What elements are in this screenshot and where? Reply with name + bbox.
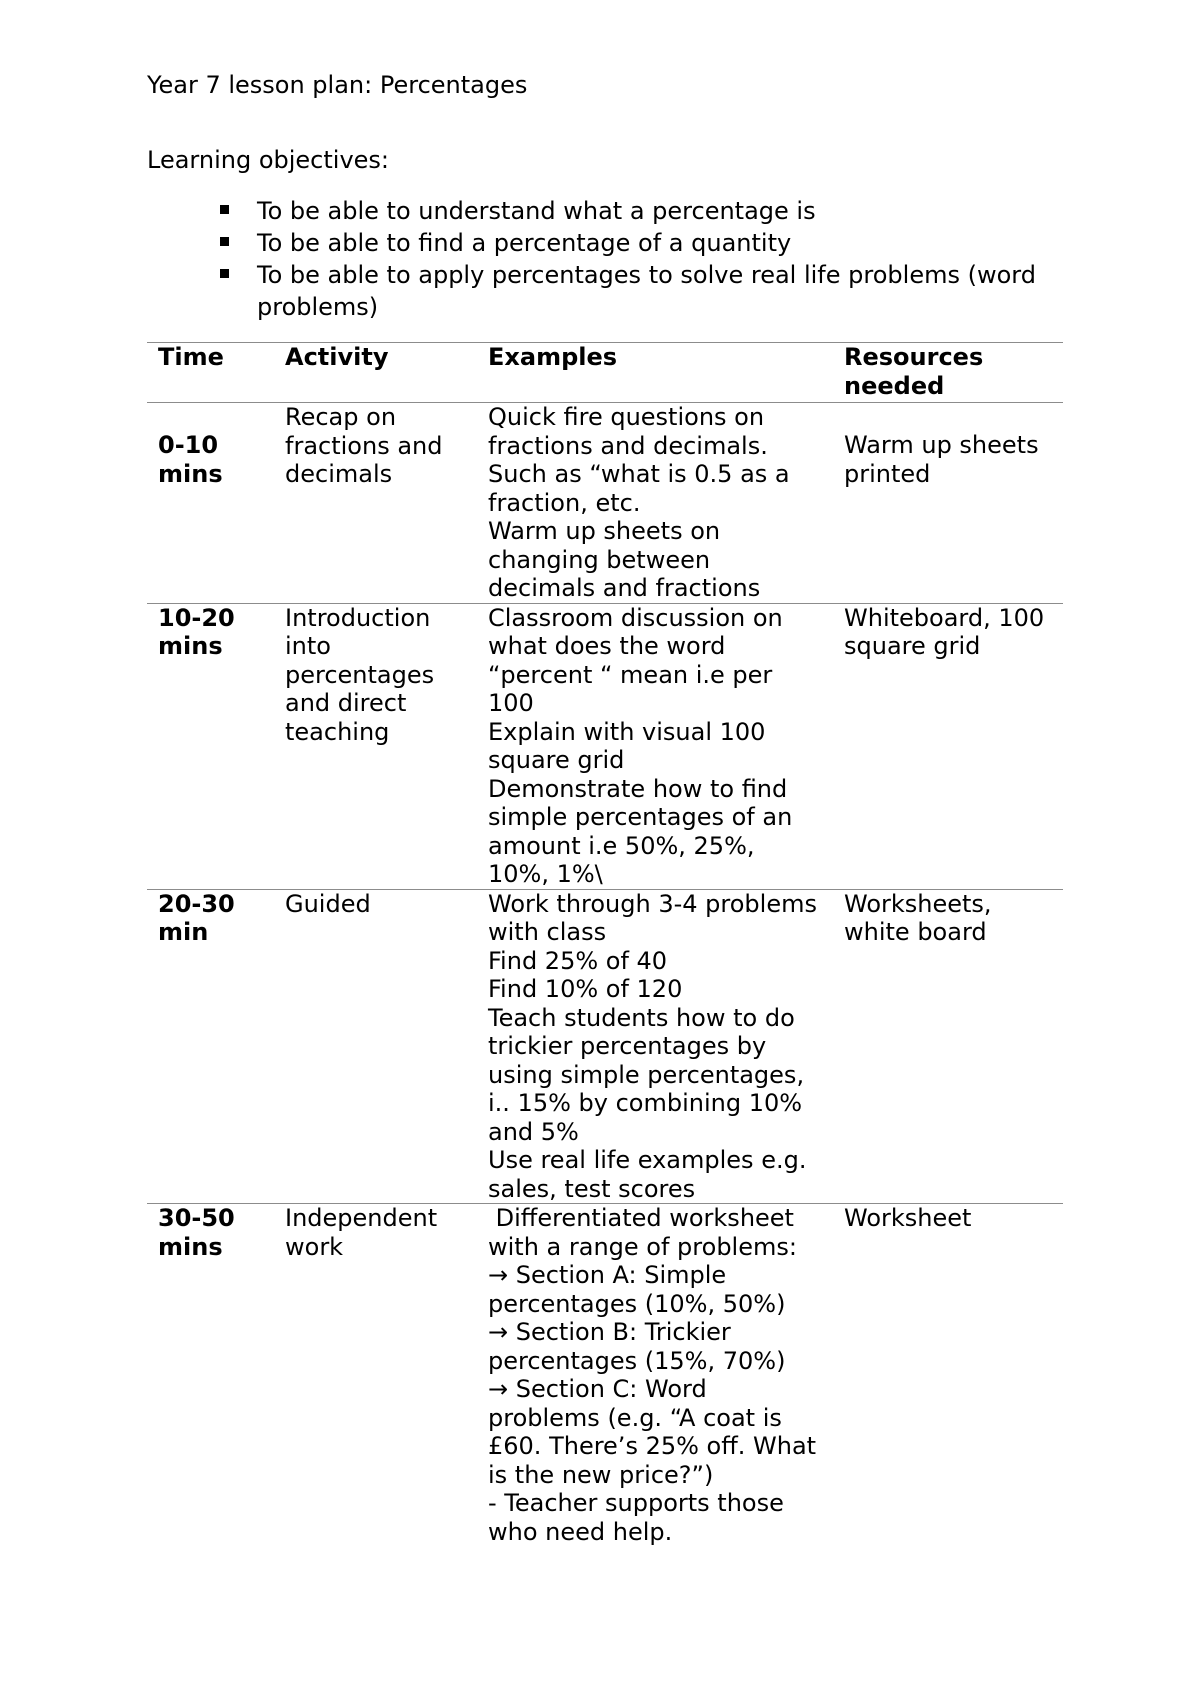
time-cell: 0-10 mins [147, 403, 274, 604]
objective-text: To be able to understand what a percentage is [257, 197, 816, 225]
table-row [147, 889, 1063, 1204]
objectives-list [217, 195, 1067, 323]
resources-cell: Worksheets, white board [833, 889, 1063, 1204]
example-line: Warm up sheets on changing between decimals and fractions [488, 517, 761, 602]
objective-item [217, 195, 1067, 227]
example-line: → Section B: Trickier percentages (15%, 70%) [488, 1318, 786, 1375]
objective-item [217, 227, 1067, 259]
header-resources: Resources needed [833, 343, 1063, 403]
document-title: Year 7 lesson plan: Percentages [147, 71, 528, 99]
header-examples: Examples [477, 343, 833, 403]
table-row [147, 1204, 1063, 1547]
example-line: Differentiated worksheet with a range of problems: [488, 1204, 802, 1261]
objective-text: To be able to find a percentage of a quantity [257, 229, 792, 257]
square-bullet-icon [220, 237, 229, 246]
table-header-row [147, 343, 1063, 403]
example-line: Explain with visual 100 square grid [488, 717, 774, 774]
table-row [147, 603, 1063, 889]
table-row [147, 403, 1063, 604]
example-line: → Section A: Simple percentages (10%, 50%) [488, 1261, 786, 1318]
objective-text: To be able to apply percentages to solve real life problems (word problems) [257, 261, 1036, 321]
activity-cell: Introduction into percentages and direct teaching [274, 603, 477, 889]
time-cell: 10-20 mins [147, 603, 274, 889]
header-activity: Activity [274, 343, 477, 403]
example-line: Such as “what is 0.5 as a fraction, etc. [488, 460, 798, 517]
example-line: Quick fire questions on fractions and decimals. [488, 403, 772, 460]
example-line: Find 25% of 40 [488, 946, 668, 975]
square-bullet-icon [220, 269, 229, 278]
activity-cell: Guided [274, 889, 477, 1204]
examples-cell [477, 603, 833, 889]
header-time: Time [147, 343, 274, 403]
resources-cell: Worksheet [833, 1204, 1063, 1547]
example-line: Teach students how to do trickier percentages by using simple percentages, i.. 15% by combining 10% and 5% [488, 1003, 812, 1146]
activity-cell: Recap on fractions and decimals [274, 403, 477, 604]
time-cell: 20-30 min [147, 889, 274, 1204]
example-line: Work through 3-4 problems with class [488, 889, 825, 946]
time-cell: 30-50 mins [147, 1204, 274, 1547]
examples-cell [477, 1204, 833, 1547]
lesson-plan-table [147, 342, 1063, 1546]
objective-item [217, 259, 1067, 323]
objectives-heading: Learning objectives: [147, 146, 390, 174]
example-line: → Section C: Word problems (e.g. “A coat is £60. There’s 25% off. What is the new price?”) [488, 1375, 824, 1489]
square-bullet-icon [220, 205, 229, 214]
resources-cell: Whiteboard, 100 square grid [833, 603, 1063, 889]
example-line: Find 10% of 120 [488, 975, 683, 1003]
examples-cell [477, 403, 833, 604]
activity-cell: Independent work [274, 1204, 477, 1547]
example-line: Demonstrate how to find simple percentages of an amount i.e 50%, 25%, 10%, 1%\ [488, 774, 800, 888]
resources-cell: Warm up sheets printed [833, 403, 1063, 604]
example-line: Use real life examples e.g. sales, test scores [488, 1146, 815, 1203]
example-line: - Teacher supports those who need help. [488, 1489, 792, 1546]
example-line: Classroom discussion on what does the word “percent “ mean i.e per 100 [488, 603, 791, 717]
examples-cell [477, 889, 833, 1204]
